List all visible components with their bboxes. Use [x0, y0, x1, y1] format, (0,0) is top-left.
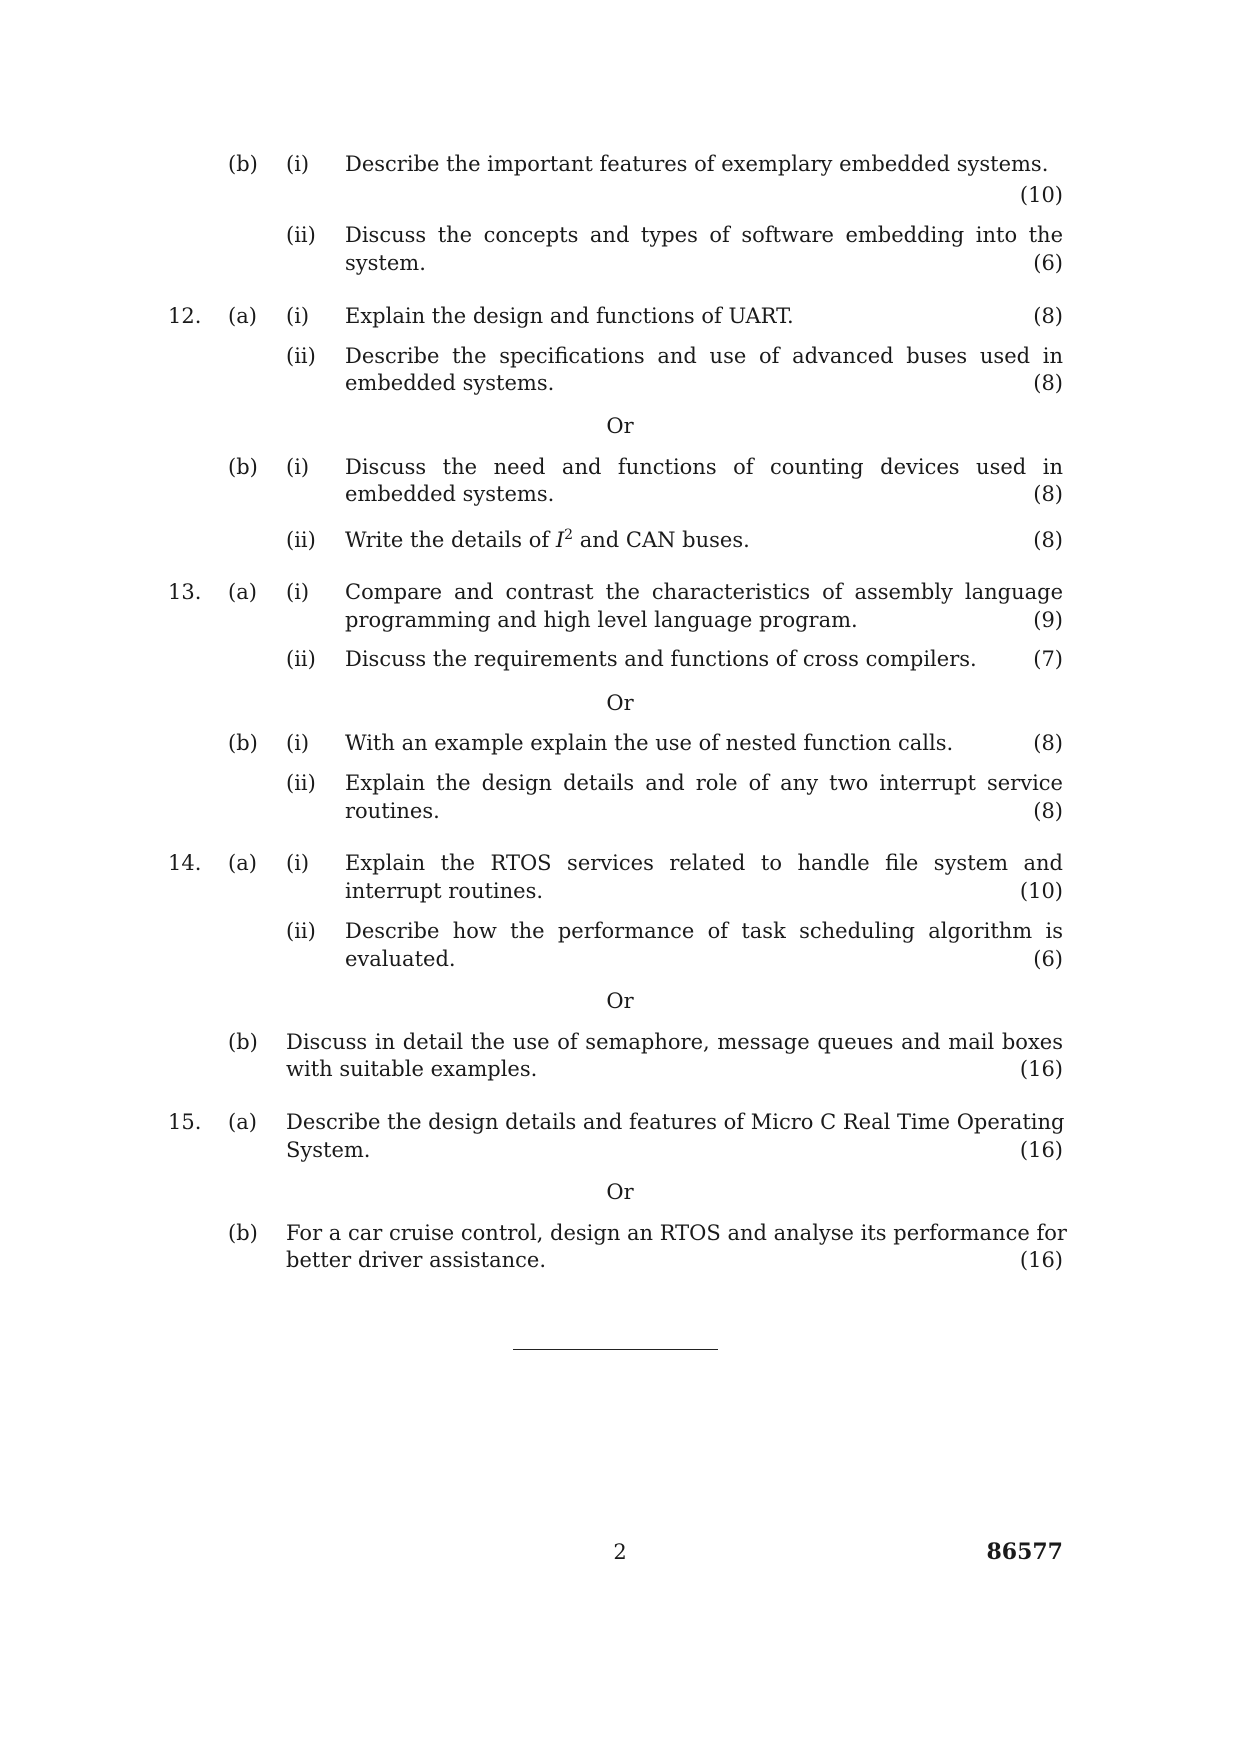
q13b-ii-line1: Explain the design details and role of any two interrupt service	[345, 771, 1063, 795]
q11b-ii-line2: system.	[345, 251, 426, 275]
q11b-i-marks: (10)	[1019, 183, 1063, 207]
q12b-ii-var: I	[555, 528, 565, 552]
q14a-i-marks: (10)	[1019, 879, 1063, 903]
q13a-i-marks: (9)	[1033, 608, 1063, 632]
q12b-ii-sup: 2	[564, 527, 574, 543]
q15b-line1: For a car cruise control, design an RTOS and analyse its performance for	[286, 1221, 1067, 1245]
q13-number: 13.	[168, 580, 202, 604]
q13b-label: (b)	[228, 731, 258, 755]
q14b-line2: with suitable examples.	[286, 1057, 538, 1081]
q13a-i-label: (i)	[286, 580, 310, 604]
q12b-ii-text-before: Write the details of	[345, 528, 556, 552]
q12a-ii-label: (ii)	[286, 344, 316, 368]
paper-code: 86577	[986, 1539, 1063, 1565]
q13a-label: (a)	[228, 580, 257, 604]
q13b-i-label: (i)	[286, 731, 310, 755]
q13a-i-line2: programming and high level language program.	[345, 608, 858, 632]
q13a-ii-text: Discuss the requirements and functions of cross compilers.	[345, 647, 977, 671]
q12b-ii-text-after: and CAN buses.	[573, 528, 750, 552]
q14a-ii-label: (ii)	[286, 919, 316, 943]
q13-or: Or	[606, 691, 634, 715]
q12b-ii-marks: (8)	[1033, 528, 1063, 552]
q11b-label: (b)	[228, 152, 258, 176]
q12b-i-label: (i)	[286, 455, 310, 479]
q12b-ii-label: (ii)	[286, 528, 316, 552]
q14a-ii-line2: evaluated.	[345, 947, 456, 971]
q12a-i-text: Explain the design and functions of UART.	[345, 304, 794, 328]
q14a-i-line2: interrupt routines.	[345, 879, 544, 903]
q14-or: Or	[606, 989, 634, 1013]
q14a-ii-marks: (6)	[1033, 947, 1063, 971]
q13b-ii-label: (ii)	[286, 771, 316, 795]
q13a-i-line1: Compare and contrast the characteristics of assembly language	[345, 580, 1063, 604]
q13b-i-marks: (8)	[1033, 731, 1063, 755]
q15b-line2: better driver assistance.	[286, 1248, 547, 1272]
q12a-i-label: (i)	[286, 304, 310, 328]
q12a-ii-marks: (8)	[1033, 371, 1063, 395]
q13b-ii-line2: routines.	[345, 799, 440, 823]
q15-or: Or	[606, 1180, 634, 1204]
q14a-i-label: (i)	[286, 851, 310, 875]
q13b-ii-marks: (8)	[1033, 799, 1063, 823]
q14b-label: (b)	[228, 1030, 258, 1054]
q13b-i-text: With an example explain the use of nested function calls.	[345, 731, 954, 755]
q15-number: 15.	[168, 1110, 202, 1134]
q14b-line1: Discuss in detail the use of semaphore, message queues and mail boxes	[286, 1030, 1063, 1054]
end-divider	[513, 1349, 718, 1350]
q14a-ii-line1: Describe how the performance of task scheduling algorithm is	[345, 919, 1063, 943]
q15b-label: (b)	[228, 1221, 258, 1245]
q12b-label: (b)	[228, 455, 258, 479]
q12a-label: (a)	[228, 304, 257, 328]
q15a-line2: System.	[286, 1138, 371, 1162]
q13a-ii-marks: (7)	[1033, 647, 1063, 671]
q11b-ii-marks: (6)	[1033, 251, 1063, 275]
q13a-ii-label: (ii)	[286, 647, 316, 671]
q15a-line1: Describe the design details and features of Micro C Real Time Operating	[286, 1110, 1065, 1134]
q12a-ii-line2: embedded systems.	[345, 371, 555, 395]
q14-number: 14.	[168, 851, 202, 875]
q15a-marks: (16)	[1019, 1138, 1063, 1162]
q12b-i-marks: (8)	[1033, 482, 1063, 506]
page-number: 2	[613, 1540, 627, 1564]
q15a-label: (a)	[228, 1110, 257, 1134]
q14a-label: (a)	[228, 851, 257, 875]
q11b-ii-label: (ii)	[286, 223, 316, 247]
q14a-i-line1: Explain the RTOS services related to handle file system and	[345, 851, 1063, 875]
q14b-marks: (16)	[1019, 1057, 1063, 1081]
q11b-ii-line1: Discuss the concepts and types of software embedding into the	[345, 223, 1063, 247]
q12b-i-line1: Discuss the need and functions of counting devices used in	[345, 455, 1063, 479]
q12-or: Or	[606, 414, 634, 438]
q12b-ii-text	[345, 527, 750, 553]
q11b-i-text: Describe the important features of exemplary embedded systems.	[345, 152, 1049, 176]
q11b-i-label: (i)	[286, 152, 310, 176]
q12a-i-marks: (8)	[1033, 304, 1063, 328]
q15b-marks: (16)	[1019, 1248, 1063, 1272]
q12b-i-line2: embedded systems.	[345, 482, 555, 506]
q12a-ii-line1: Describe the specifications and use of advanced buses used in	[345, 344, 1063, 368]
q12-number: 12.	[168, 304, 202, 328]
